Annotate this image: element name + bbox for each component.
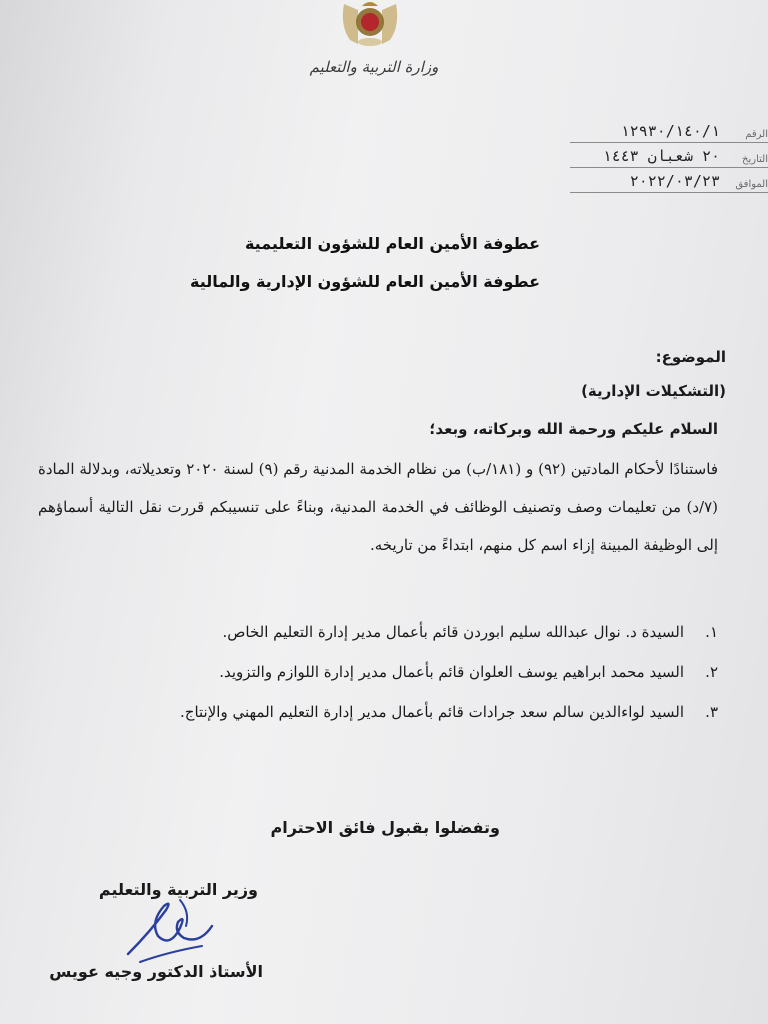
closing-line: وتفضلوا بقبول فائق الاحترام (270, 818, 500, 837)
ministry-name: وزارة التربية والتعليم (309, 58, 439, 76)
reference-number-label: الرقم (745, 129, 768, 140)
reference-number-row (570, 118, 768, 143)
reference-date-row (570, 143, 768, 168)
subject-label: الموضوع: (655, 348, 726, 366)
handwritten-signature-icon (120, 892, 220, 972)
appointments-list (38, 612, 718, 732)
reference-date-value: ٢٠ شعبان ١٤٤٣ (602, 147, 720, 165)
reference-block (570, 118, 768, 193)
greeting: السلام عليكم ورحمة الله وبركاته، وبعد؛ (429, 420, 718, 438)
reference-number-value: ١٢٩٣٠/١٤٠/١ (620, 122, 720, 140)
list-item-number: ٣. (705, 703, 718, 721)
coat-of-arms-icon (338, 0, 402, 48)
reference-corresponding-value: ٢٠٢٢/٠٣/٢٣ (629, 172, 720, 190)
list-item-text: السيدة د. نوال عبدالله سليم ابوردن قائم بأعمال مدير إدارة التعليم الخاص. (222, 623, 684, 641)
list-item-number: ١. (705, 623, 718, 641)
body-paragraph: فاستنادًا لأحكام المادتين (٩٢) و (١٨١/ب) من نظام الخدمة المدنية رقم (٩) لسنة ٢٠٢٠ وتعديلاته، وبدلالة المادة (٧/د) من تعليمات وصف وتصنيف الوظائف في الخدمة المدنية، وبناءً على تنسيبكم قررت نقل التالية أسماؤهم إلى الوظيفة المبينة إزاء اسم كل منهم، ابتداءً من تاريخه. (38, 460, 718, 554)
signatory-name: الأستاذ الدكتور وجيه عويس (49, 962, 263, 981)
list-item (38, 612, 718, 652)
reference-corresponding-row (570, 168, 768, 193)
addressee-line: عطوفة الأمين العام للشؤون الإدارية والمالية (190, 272, 540, 291)
list-item (38, 652, 718, 692)
list-item-text: السيد لواءالدين سالم سعد جرادات قائم بأعمال مدير إدارة التعليم المهني والإنتاج. (180, 703, 684, 721)
addressee-line: عطوفة الأمين العام للشؤون التعليمية (244, 234, 540, 253)
list-item-text: السيد محمد ابراهيم يوسف العلوان قائم بأعمال مدير إدارة اللوازم والتزويد. (219, 663, 684, 681)
signatory-title: وزير التربية والتعليم (98, 880, 258, 899)
list-item (38, 692, 718, 732)
reference-corresponding-label: الموافق (735, 179, 768, 190)
subject-value: (التشكيلات الإدارية) (581, 382, 726, 400)
reference-date-label: التاريخ (742, 154, 768, 165)
list-item-number: ٢. (705, 663, 718, 681)
